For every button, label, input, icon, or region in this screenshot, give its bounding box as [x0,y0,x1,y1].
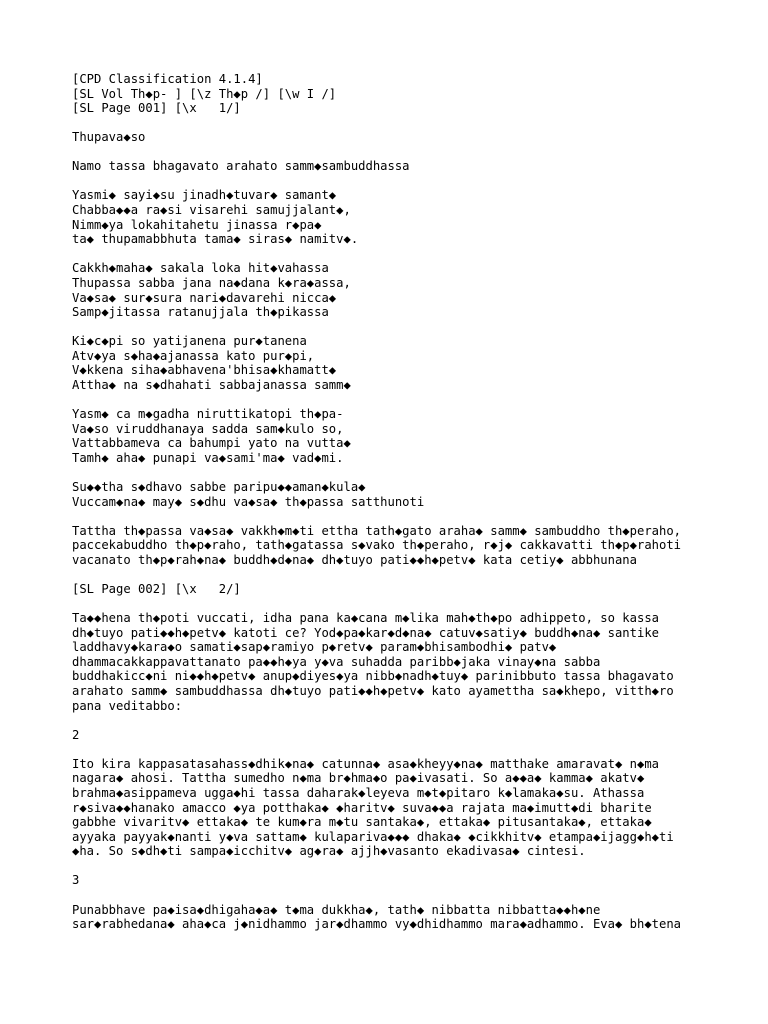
verse-block [72,188,762,246]
prose-line: pana veditabbo: [72,698,183,713]
verse-line: Yasm◆ ca m◆gadha niruttikatopi th◆pa- [72,407,344,422]
homage-line: Namo tassa bhagavato arahato samm◆sambuddhassa [72,159,410,174]
section-number-block [72,873,762,888]
prose-line: sar◆rabhedana◆ aha◆ca j◆nidhammo jar◆dhammo vy◆dhidhammo mara◆adhammo. Eva◆ bh◆tena [72,917,682,932]
verse-line: V◆kkena siha◆abhavena'bhisa◆khamatt◆ [72,363,337,378]
verse-block [72,480,762,509]
prose-paragraph [72,611,762,713]
verse-line: Vuccam◆na◆ may◆ s◆dhu va◆sa◆ th◆passa satthunoti [72,494,425,509]
verse-line: Samp◆jitassa ratanujjala th◆pikassa [72,305,329,320]
title-block [72,130,762,145]
page-marker-line: [SL Page 002] [\x 2/] [72,581,241,596]
verse-line: ta◆ thupamabbhuta tama◆ siras◆ namitv◆. [72,232,359,247]
prose-paragraph [72,524,762,568]
prose-paragraph [72,903,762,932]
prose-line: dhammacakkappavattanato pa◆◆h◆ya y◆va suhadda paribb◆jaka vinay◆na sabba [72,654,601,669]
verse-line: Va◆sa◆ sur◆sura nari◆davarehi nicca◆ [72,290,337,305]
prose-line: vacanato th◆p◆rah◆na◆ buddh◆d◆na◆ dh◆tuyo pati◆◆h◆petv◆ kata cetiy◆ abbhunana [72,552,637,567]
section-number: 3 [72,873,80,888]
prose-line: ◆ha. So s◆dh◆ti sampa◆icchitv◆ ag◆ra◆ ajjh◆vasanto ekadivasa◆ cintesi. [72,844,586,859]
prose-line: r◆siva◆◆hanako amacco ◆ya potthaka◆ ◆haritv◆ suva◆◆a rajata ma◆imutt◆di bharite [72,800,652,815]
prose-line: Punabbhave pa◆isa◆dhigaha◆a◆ t◆ma dukkha◆, tath◆ nibbatta nibbatta◆◆h◆ne [72,902,601,917]
page-marker-block [72,582,762,597]
document-title: Thupava◆so [72,130,146,145]
verse-line: Vattabbameva ca bahumpi yato na vutta◆ [72,436,351,451]
section-number-block [72,728,762,743]
prose-line: ayyaka payyak◆nanti y◆va sattam◆ kulapariva◆◆◆ dhaka◆ ◆cikkhitv◆ etampa◆ijagg◆h◆ti [72,829,674,844]
prose-line: paccekabuddho th◆p◆raho, tath◆gatassa s◆vako th◆peraho, r◆j◆ cakkavatti th◆p◆rahoti [72,538,682,553]
prose-line: laddhavy◆kara◆o samati◆sap◆ramiyo p◆retv◆ param◆bhisambodhi◆ patv◆ [72,640,557,655]
volume-line: [SL Vol Th◆p- ] [\z Th◆p /] [\w I /] [72,86,337,101]
prose-line: nagara◆ ahosi. Tattha sumedho n◆ma br◆hma◆o pa◆ivasati. So a◆◆a◆ kamma◆ akatv◆ [72,771,645,786]
verse-block [72,261,762,319]
classification-line: [CPD Classification 4.1.4] [72,72,263,86]
verse-block [72,334,762,392]
verse-line: Thupassa sabba jana na◆dana k◆ra◆assa, [72,275,351,290]
page-marker-line: [SL Page 001] [\x 1/] [72,101,241,116]
verse-block [72,407,762,465]
homage-block [72,159,762,174]
prose-paragraph [72,757,762,859]
verse-line: Chabba◆◆a ra◆si visarehi samujjalant◆, [72,203,351,218]
prose-line: gabbhe vivaritv◆ ettaka◆ te kum◆ra m◆tu santaka◆, ettaka◆ pitusantaka◆, ettaka◆ [72,815,652,830]
section-number: 2 [72,727,80,742]
prose-line: Ito kira kappasatasahass◆dhik◆na◆ catunna◆ asa◆kheyy◆na◆ matthake amaravat◆ n◆ma [72,756,659,771]
verse-line: Cakkh◆maha◆ sakala loka hit◆vahassa [72,261,329,276]
header-block [72,72,762,116]
verse-line: Su◆◆tha s◆dhavo sabbe paripu◆◆aman◆kula◆ [72,479,366,494]
prose-line: dh◆tuyo pati◆◆h◆petv◆ katoti ce? Yod◆pa◆kar◆d◆na◆ catuv◆satiy◆ buddh◆na◆ santike [72,625,659,640]
prose-line: Ta◆◆hena th◆poti vuccati, idha pana ka◆cana m◆lika mah◆th◆po adhippeto, so kassa [72,611,659,626]
verse-line: Tamh◆ aha◆ punapi va◆sami'ma◆ vad◆mi. [72,450,344,465]
verse-line: Yasmi◆ sayi◆su jinadh◆tuvar◆ samant◆ [72,188,337,203]
prose-line: buddhakicc◆ni ni◆◆h◆petv◆ anup◆diyes◆ya nibb◆nadh◆tuy◆ parinibbuto tassa bhagavato [72,669,674,684]
verse-line: Va◆so viruddhanaya sadda sam◆kulo so, [72,421,344,436]
verse-line: Nimm◆ya lokahitahetu jinassa r◆pa◆ [72,217,322,232]
prose-line: arahato samm◆ sambuddhassa dh◆tuyo pati◆◆h◆petv◆ kato ayamettha sa◆khepo, vitth◆ro [72,684,674,698]
prose-line: brahma◆asippameva ugga◆hi tassa daharak◆leyeva m◆t◆pitaro k◆lamaka◆su. Athassa [72,785,645,800]
verse-line: Ki◆c◆pi so yatijanena pur◆tanena [72,334,307,349]
prose-line: Tattha th◆passa va◆sa◆ vakkh◆m◆ti ettha tath◆gato araha◆ samm◆ sambuddho th◆peraho, [72,523,682,538]
verse-line: Attha◆ na s◆dhahati sabbajanassa samm◆ [72,378,351,392]
verse-line: Atv◆ya s◆ha◆ajanassa kato pur◆pi, [72,348,315,363]
document-page [72,72,762,946]
